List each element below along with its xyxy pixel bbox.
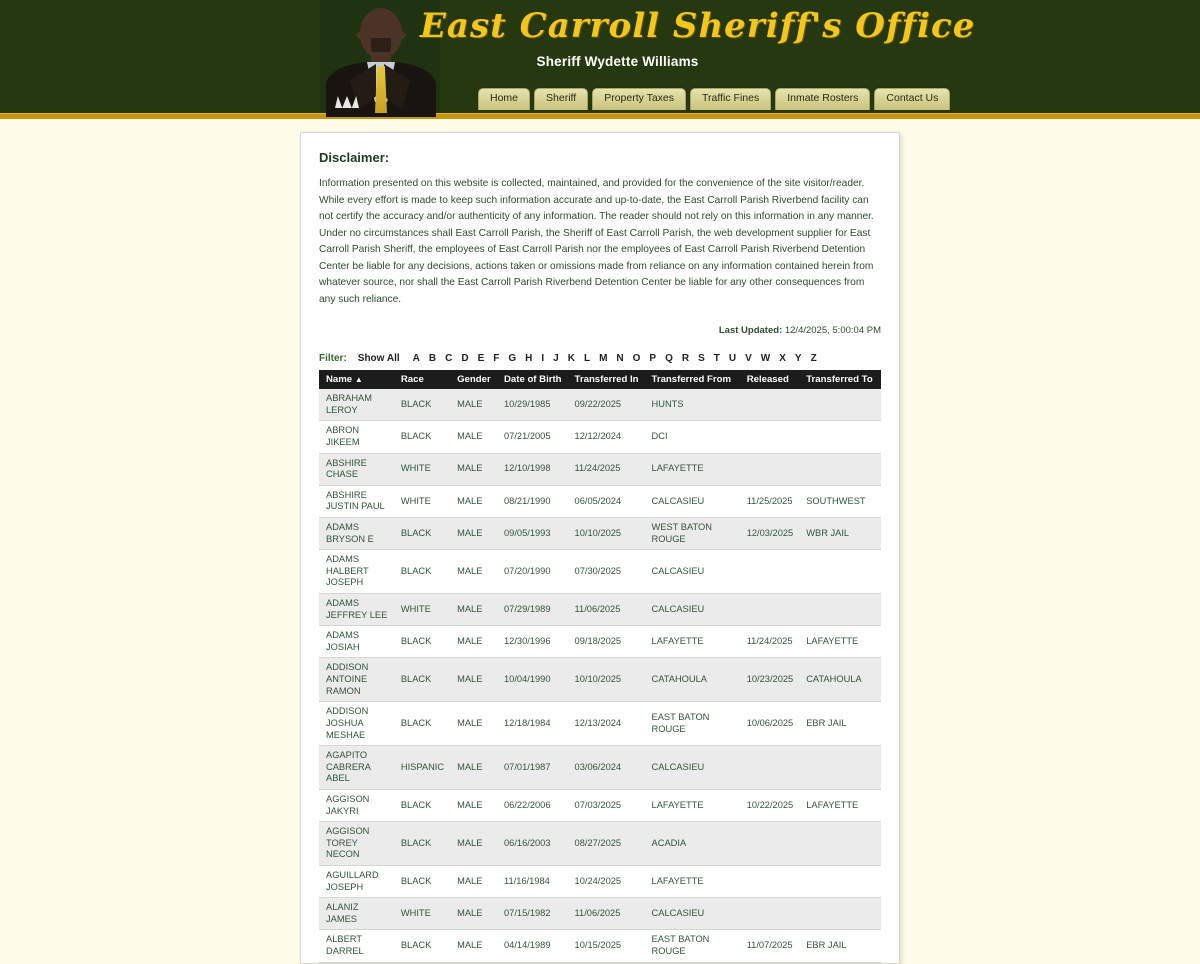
cell-transferred-in: 11/06/2025 — [568, 898, 645, 930]
roster-table-body — [319, 389, 881, 962]
filter-letter-s[interactable]: S — [698, 353, 705, 365]
cell-transferred-in: 12/12/2024 — [568, 421, 645, 453]
cell-transferred-to — [799, 746, 881, 790]
cell-transferred-to — [799, 898, 881, 930]
cell-gender: MALE — [450, 594, 497, 626]
filter-letter-j[interactable]: J — [553, 353, 559, 365]
sort-ascending-icon: ▲ — [354, 375, 363, 385]
filter-letter-n[interactable]: N — [616, 353, 624, 365]
cell-transferred-to: SOUTHWEST — [799, 485, 881, 517]
filter-letter-z[interactable]: Z — [810, 353, 817, 365]
cell-transferred-from: WEST BATON ROUGE — [645, 518, 740, 550]
cell-dob: 04/14/1989 — [497, 930, 568, 962]
column-header-label: Name — [326, 374, 353, 386]
cell-transferred-to: EBR JAIL — [799, 930, 881, 962]
cell-transferred-from: LAFAYETTE — [645, 789, 740, 821]
cell-dob: 07/15/1982 — [497, 898, 568, 930]
cell-transferred-in: 10/10/2025 — [568, 518, 645, 550]
cell-gender: MALE — [450, 789, 497, 821]
cell-transferred-from: CALCASIEU — [645, 594, 740, 626]
disclaimer-title: Disclaimer: — [319, 150, 390, 165]
filter-links — [358, 353, 826, 364]
cell-released — [740, 550, 800, 594]
cell-transferred-in: 06/05/2024 — [568, 485, 645, 517]
table-row[interactable] — [319, 626, 881, 658]
nav-button-sheriff[interactable]: Sheriff — [534, 88, 588, 110]
cell-released: 11/07/2025 — [740, 930, 800, 962]
filter-letter-f[interactable]: F — [493, 353, 500, 365]
cell-name: ABSHIRE CHASE — [319, 453, 394, 485]
table-row[interactable] — [319, 789, 881, 821]
cell-race: BLACK — [394, 389, 450, 421]
cell-transferred-to — [799, 866, 881, 898]
filter-letter-r[interactable]: R — [681, 353, 690, 365]
table-row[interactable] — [319, 702, 881, 746]
cell-dob: 10/04/1990 — [497, 658, 568, 702]
filter-letter-q[interactable]: Q — [665, 353, 673, 365]
cell-transferred-in: 10/24/2025 — [568, 866, 645, 898]
cell-name: ADAMS JEFFREY LEE — [319, 594, 394, 626]
cell-race: BLACK — [394, 822, 450, 866]
cell-released: 10/06/2025 — [740, 702, 800, 746]
column-header-label: Gender — [457, 374, 491, 386]
cell-gender: MALE — [450, 898, 497, 930]
cell-gender: MALE — [450, 626, 497, 658]
cell-gender: MALE — [450, 702, 497, 746]
filter-show-all[interactable]: Show All — [357, 353, 400, 365]
cell-dob: 07/21/2005 — [497, 421, 568, 453]
filter-letter-d[interactable]: D — [461, 353, 469, 365]
filter-letter-c[interactable]: C — [445, 353, 453, 365]
cell-released — [740, 822, 800, 866]
table-row[interactable] — [319, 866, 881, 898]
cell-released: 10/22/2025 — [740, 789, 800, 821]
filter-letter-p[interactable]: P — [649, 353, 657, 365]
nav-button-inmate-rosters[interactable]: Inmate Rosters — [775, 88, 870, 110]
cell-gender: MALE — [450, 658, 497, 702]
site-title: East Carroll Sheriff's Office — [420, 6, 976, 46]
cell-transferred-in: 10/10/2025 — [568, 658, 645, 702]
cell-race: BLACK — [394, 421, 450, 453]
cell-race: BLACK — [394, 550, 450, 594]
filter-letter-h[interactable]: H — [525, 353, 533, 365]
cell-name: AGGISON JAKYRI — [319, 789, 394, 821]
cell-transferred-from: LAFAYETTE — [645, 453, 740, 485]
column-header-transferred-from[interactable] — [645, 370, 740, 389]
column-header-label: Transferred From — [651, 374, 731, 386]
column-header-label: Transferred To — [806, 374, 873, 386]
column-header-race[interactable] — [394, 370, 450, 389]
cell-dob: 07/20/1990 — [497, 550, 568, 594]
table-row[interactable] — [319, 421, 881, 453]
cell-transferred-from: HUNTS — [645, 389, 740, 421]
cell-name: ABRAHAM LEROY — [319, 389, 394, 421]
cell-transferred-to — [799, 453, 881, 485]
cell-transferred-in: 07/30/2025 — [568, 550, 645, 594]
last-updated-label: Last Updated: — [718, 325, 783, 337]
cell-gender: MALE — [450, 746, 497, 790]
table-row[interactable] — [319, 658, 881, 702]
roster-table-head — [319, 370, 881, 389]
cell-gender: MALE — [450, 453, 497, 485]
cell-released — [740, 594, 800, 626]
cell-transferred-from: CATAHOULA — [645, 658, 740, 702]
cell-dob: 09/05/1993 — [497, 518, 568, 550]
nav-button-home[interactable]: Home — [478, 88, 530, 110]
cell-transferred-to: LAFAYETTE — [799, 789, 881, 821]
filter-label: Filter: — [319, 353, 347, 365]
cell-transferred-in: 09/22/2025 — [568, 389, 645, 421]
cell-dob: 08/21/1990 — [497, 485, 568, 517]
cell-name: ADAMS BRYSON E — [319, 518, 394, 550]
cell-transferred-from: EAST BATON ROUGE — [645, 702, 740, 746]
filter-letter-l[interactable]: L — [583, 353, 591, 365]
cell-race: BLACK — [394, 789, 450, 821]
cell-name: ALANIZ JAMES — [319, 898, 394, 930]
cell-released: 12/03/2025 — [740, 518, 800, 550]
column-header-transferred-in[interactable] — [568, 370, 645, 389]
cell-dob: 12/10/1998 — [497, 453, 568, 485]
cell-dob: 07/29/1989 — [497, 594, 568, 626]
cell-transferred-in: 03/06/2024 — [568, 746, 645, 790]
last-updated-value: 12/4/2025, 5:00:04 PM — [784, 325, 881, 337]
filter-letter-i[interactable]: I — [541, 353, 545, 365]
cell-gender: MALE — [450, 389, 497, 421]
table-row[interactable] — [319, 594, 881, 626]
column-header-released[interactable] — [740, 370, 800, 389]
cell-released — [740, 453, 800, 485]
cell-race: BLACK — [394, 658, 450, 702]
table-row[interactable] — [319, 930, 881, 962]
cell-race: BLACK — [394, 518, 450, 550]
main-navigation — [478, 88, 950, 110]
table-row[interactable] — [319, 746, 881, 790]
roster-header-row — [319, 370, 881, 389]
cell-transferred-in: 11/24/2025 — [568, 453, 645, 485]
cell-transferred-in: 07/03/2025 — [568, 789, 645, 821]
cell-name: ALBERT DARREL — [319, 930, 394, 962]
filter-letter-u[interactable]: U — [728, 353, 737, 365]
cell-transferred-from: CALCASIEU — [645, 485, 740, 517]
cell-transferred-from: CALCASIEU — [645, 550, 740, 594]
cell-transferred-from: LAFAYETTE — [645, 866, 740, 898]
column-header-dob[interactable] — [497, 370, 568, 389]
cell-released: 11/24/2025 — [740, 626, 800, 658]
cell-transferred-to: LAFAYETTE — [799, 626, 881, 658]
cell-transferred-from: CALCASIEU — [645, 746, 740, 790]
filter-letter-o[interactable]: O — [632, 353, 641, 365]
cell-dob: 10/29/1985 — [497, 389, 568, 421]
cell-gender: MALE — [450, 930, 497, 962]
cell-name: ADAMS HALBERT JOSEPH — [319, 550, 394, 594]
cell-released — [740, 898, 800, 930]
table-row[interactable] — [319, 550, 881, 594]
cell-race: BLACK — [394, 930, 450, 962]
column-header-label: Race — [400, 374, 424, 386]
cell-dob: 12/30/1996 — [497, 626, 568, 658]
cell-race: BLACK — [394, 702, 450, 746]
cell-transferred-in: 12/13/2024 — [568, 702, 645, 746]
cell-transferred-to — [799, 594, 881, 626]
cell-transferred-from: ACADIA — [645, 822, 740, 866]
cell-released — [740, 421, 800, 453]
column-header-name[interactable] — [319, 370, 394, 389]
filter-letter-w[interactable]: W — [760, 353, 771, 365]
filter-letter-g[interactable]: G — [508, 353, 517, 365]
table-row[interactable] — [319, 822, 881, 866]
filter-row — [319, 353, 881, 364]
table-row[interactable] — [319, 518, 881, 550]
site-header — [0, 0, 1200, 113]
nav-button-traffic-fines[interactable]: Traffic Fines — [690, 88, 771, 110]
cell-name: ADDISON JOSHUA MESHAE — [319, 702, 394, 746]
column-header-label: Transferred In — [574, 374, 639, 386]
cell-race: BLACK — [394, 866, 450, 898]
cell-dob: 12/18/1984 — [497, 702, 568, 746]
inmate-roster-table — [319, 370, 881, 963]
cell-name: AGGISON TOREY NECON — [319, 822, 394, 866]
cell-gender: MALE — [450, 421, 497, 453]
cell-transferred-in: 10/15/2025 — [568, 930, 645, 962]
cell-gender: MALE — [450, 822, 497, 866]
sheriff-name: Sheriff Wydette Williams — [536, 54, 699, 69]
nav-button-property-taxes[interactable]: Property Taxes — [592, 88, 686, 110]
cell-gender: MALE — [450, 866, 497, 898]
cell-transferred-from: CALCASIEU — [645, 898, 740, 930]
cell-name: ADDISON ANTOINE RAMON — [319, 658, 394, 702]
cell-dob: 06/22/2006 — [497, 789, 568, 821]
cell-dob: 11/16/1984 — [497, 866, 568, 898]
cell-transferred-to — [799, 421, 881, 453]
cell-transferred-to — [799, 389, 881, 421]
cell-transferred-in: 08/27/2025 — [568, 822, 645, 866]
disclaimer-text: Information presented on this website is collected, maintained, and provided for the convenience of the site visitor/reader. While every effort is made to keep such information accurate and up-to-date, the East Carroll Parish Riverbend facility can not certify the accuracy and/or authenticity of any information. The reader should not rely on this information in any manner. Under no circumstances shall East Carroll Parish, the Sheriff of East Carroll Parish, the web development supplier for East Carroll Parish Sheriff, the employees of East Carroll Parish nor the employees of East Carroll Parish Riverbend Detention Center be liable for any decisions, actions taken or omissions made from reliance on any information contained herein from whatever source, nor shall the East Carroll Parish Riverbend Detention Center be liable for any other consequences from any such reliance. — [319, 178, 874, 305]
cell-released — [740, 866, 800, 898]
column-header-gender[interactable] — [450, 370, 497, 389]
cell-race: WHITE — [394, 485, 450, 517]
cell-gender: MALE — [450, 518, 497, 550]
cell-race: BLACK — [394, 626, 450, 658]
cell-transferred-from: EAST BATON ROUGE — [645, 930, 740, 962]
cell-race: HISPANIC — [394, 746, 450, 790]
column-header-transferred-to[interactable] — [799, 370, 881, 389]
cell-transferred-to: EBR JAIL — [799, 702, 881, 746]
column-header-label: Released — [746, 374, 789, 386]
cell-transferred-to: CATAHOULA — [799, 658, 881, 702]
filter-letter-x[interactable]: X — [779, 353, 786, 365]
cell-gender: MALE — [450, 485, 497, 517]
cell-transferred-from: LAFAYETTE — [645, 626, 740, 658]
cell-name: AGUILLARD JOSEPH — [319, 866, 394, 898]
filter-letter-y[interactable]: Y — [794, 353, 802, 365]
cell-transferred-in: 11/06/2025 — [568, 594, 645, 626]
filter-letter-e[interactable]: E — [477, 353, 485, 365]
cell-transferred-to — [799, 550, 881, 594]
cell-transferred-to: WBR JAIL — [799, 518, 881, 550]
cell-gender: MALE — [450, 550, 497, 594]
cell-dob: 07/01/1987 — [497, 746, 568, 790]
cell-race: WHITE — [394, 898, 450, 930]
table-row[interactable] — [319, 389, 881, 421]
filter-letter-a[interactable]: A — [412, 353, 420, 365]
cell-transferred-in: 09/18/2025 — [568, 626, 645, 658]
cell-released — [740, 389, 800, 421]
content-card — [300, 132, 900, 964]
filter-letter-b[interactable]: B — [428, 353, 437, 365]
cell-name: ABRON JIKEEM — [319, 421, 394, 453]
cell-race: WHITE — [394, 453, 450, 485]
cell-name: AGAPITO CABRERA ABEL — [319, 746, 394, 790]
cell-dob: 06/16/2003 — [497, 822, 568, 866]
filter-letter-v[interactable]: V — [745, 353, 752, 365]
column-header-label: Date of Birth — [503, 374, 562, 386]
filter-letter-m[interactable]: M — [599, 353, 608, 365]
table-row[interactable] — [319, 485, 881, 517]
filter-letter-t[interactable]: T — [713, 353, 720, 365]
cell-transferred-from: DCI — [645, 421, 740, 453]
cell-released: 10/23/2025 — [740, 658, 800, 702]
cell-race: WHITE — [394, 594, 450, 626]
cell-released — [740, 746, 800, 790]
table-row[interactable] — [319, 898, 881, 930]
filter-letter-k[interactable]: K — [567, 353, 575, 365]
cell-released: 11/25/2025 — [740, 485, 800, 517]
nav-button-contact-us[interactable]: Contact Us — [874, 88, 950, 110]
page-body — [0, 119, 1200, 957]
table-row[interactable] — [319, 453, 881, 485]
last-updated — [319, 325, 881, 336]
cell-name: ABSHIRE JUSTIN PAUL — [319, 485, 394, 517]
cell-name: ADAMS JOSIAH — [319, 626, 394, 658]
cell-transferred-to — [799, 822, 881, 866]
